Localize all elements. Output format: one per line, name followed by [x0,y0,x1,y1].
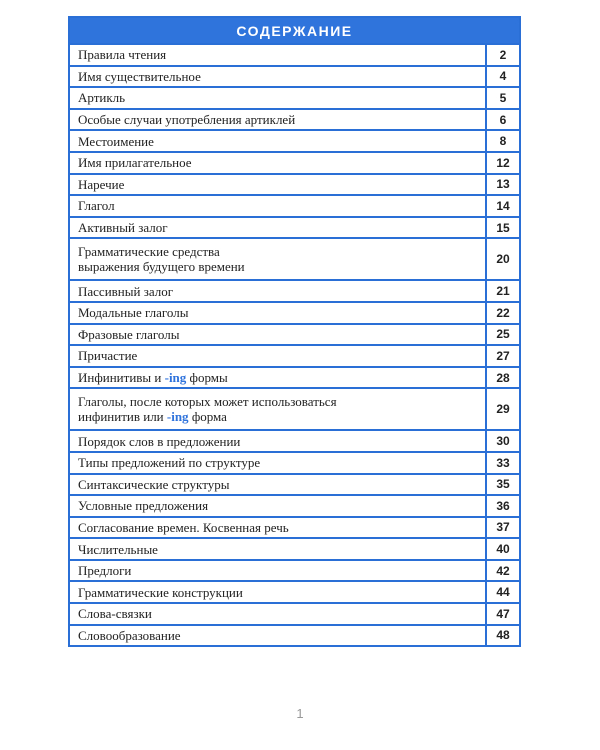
toc-row[interactable] [70,537,519,559]
toc-row-page: 47 [485,604,519,624]
toc-row[interactable] [70,344,519,366]
toc-row-page: 14 [485,196,519,216]
toc-row-title: Артикль [78,90,126,106]
toc-row-page: 37 [485,518,519,538]
toc-row[interactable] [70,429,519,451]
toc-row-title-text: форма [188,409,227,425]
toc-row-page: 8 [485,131,519,151]
toc-row-title: Синтаксические структуры [78,476,230,492]
toc-row-title: Условные предложения [78,498,209,514]
toc-row[interactable] [70,451,519,473]
toc-row-page: 35 [485,475,519,495]
toc-row[interactable] [70,624,519,646]
toc-row-page: 5 [485,88,519,108]
toc-row-title: Предлоги [78,563,132,579]
toc-row[interactable] [70,86,519,108]
toc-row-title [70,368,485,388]
toc-row[interactable] [70,43,519,65]
toc-row[interactable] [70,151,519,173]
toc-row[interactable] [70,387,519,429]
toc-row-title: Слова-связки [78,606,152,622]
toc-row-page: 6 [485,110,519,130]
toc-row-title-line2: выражения будущего времени [78,259,245,275]
toc-row-title: Имя прилагательное [78,155,192,171]
toc-header: СОДЕРЖАНИЕ [70,18,519,43]
toc-row[interactable] [70,216,519,238]
toc-row[interactable] [70,129,519,151]
toc-row-page: 40 [485,539,519,559]
toc-row-page: 20 [485,239,519,279]
ing-highlight: -ing [164,370,187,386]
toc-row-title: Порядок слов в предложении [78,433,241,449]
toc-row-page: 21 [485,281,519,301]
toc-row-page: 13 [485,175,519,195]
toc-row[interactable] [70,516,519,538]
toc-row-page: 42 [485,561,519,581]
toc-row[interactable] [70,602,519,624]
toc-row-title: Согласование времен. Косвенная речь [78,519,289,535]
toc-row-title-text: формы [186,370,228,386]
toc-row[interactable] [70,366,519,388]
toc-row-title: Наречие [78,176,125,192]
page-number: 1 [296,706,304,721]
toc-row[interactable] [70,323,519,345]
toc-row[interactable] [70,580,519,602]
toc-row-page: 2 [485,45,519,65]
toc-row-title: Числительные [78,541,158,557]
toc-row-page: 48 [485,626,519,646]
toc-row[interactable] [70,559,519,581]
toc-row-title-line1: Грамматические средства [78,244,220,260]
toc-row-title-text: Инфинитивы и [78,370,165,386]
toc-row-title: Причастие [78,348,138,364]
toc-row-title: Местоимение [78,133,154,149]
toc-row[interactable] [70,473,519,495]
toc-row[interactable] [70,194,519,216]
toc-row-page: 27 [485,346,519,366]
toc-row-title: Грамматические конструкции [78,584,243,600]
toc-row-title: Имя существительное [78,68,201,84]
toc-row-title: Пассивный залог [78,283,174,299]
toc-row-page: 44 [485,582,519,602]
toc-row-page: 25 [485,325,519,345]
toc-row[interactable] [70,301,519,323]
toc-row-page: 29 [485,389,519,429]
toc-row-page: 4 [485,67,519,87]
toc-row-page: 33 [485,453,519,473]
ing-highlight: -ing [166,409,189,425]
toc-row-page: 22 [485,303,519,323]
toc-row[interactable] [70,65,519,87]
toc-row[interactable] [70,279,519,301]
toc-row-page: 12 [485,153,519,173]
toc-row-title: Активный залог [78,220,168,236]
toc-row-page: 36 [485,496,519,516]
toc-row-title-text: инфинитив или [78,409,167,425]
toc-row-title: Правила чтения [78,47,167,63]
toc-row[interactable] [70,173,519,195]
toc-row-page: 28 [485,368,519,388]
toc-row-title-line1: Глаголы, после которых может использоваться [78,394,337,410]
toc-row-page: 15 [485,218,519,238]
toc-row[interactable] [70,494,519,516]
toc-row-title: Типы предложений по структуре [78,455,261,471]
toc-row[interactable] [70,237,519,279]
toc-row-title: Особые случаи употребления артиклей [78,112,296,128]
table-of-contents [68,16,521,647]
toc-row-title: Глагол [78,198,115,214]
toc-row-title: Словообразование [78,627,181,643]
toc-row[interactable] [70,108,519,130]
toc-row-title: Фразовые глаголы [78,326,180,342]
toc-row-title [70,239,485,279]
toc-row-page: 30 [485,431,519,451]
toc-row-title [70,389,485,429]
toc-row-title: Модальные глаголы [78,305,189,321]
